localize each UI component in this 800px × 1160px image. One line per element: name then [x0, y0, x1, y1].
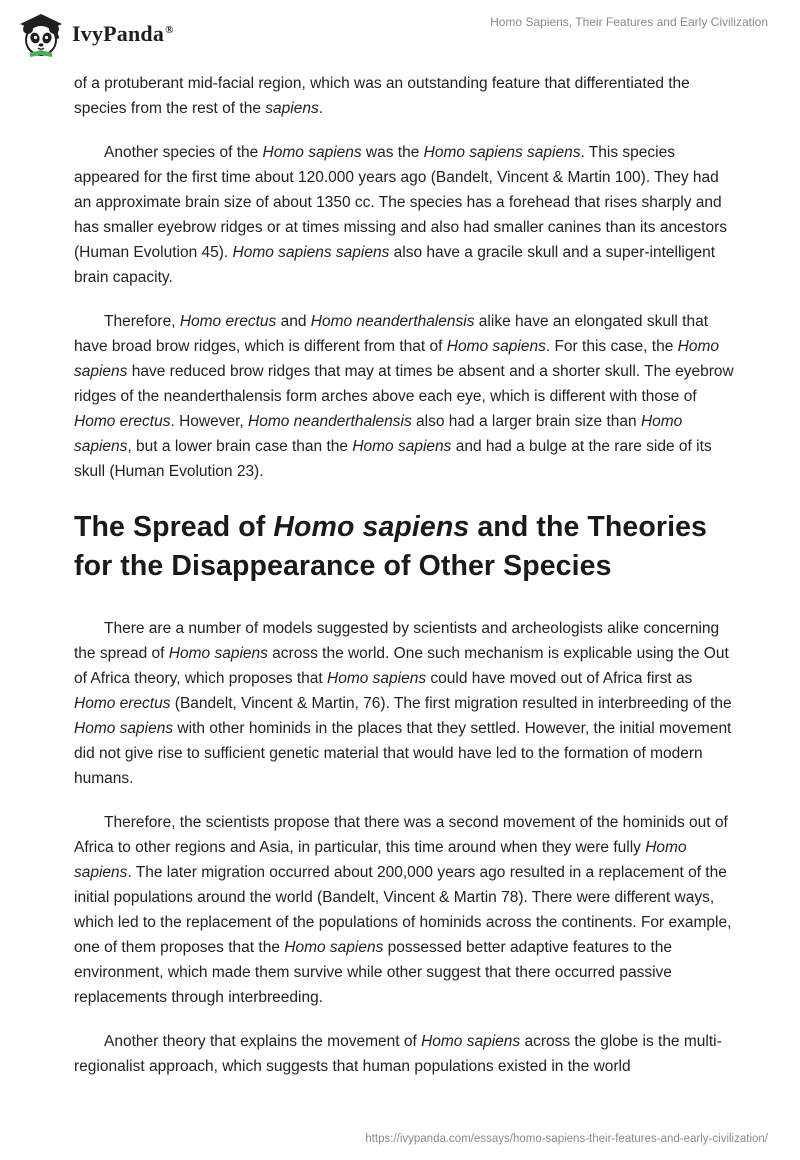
italic-term: Homo sapiens: [262, 144, 362, 161]
italic-term: Homo sapiens: [168, 645, 268, 662]
text-segment: , but a lower brain case than the: [127, 438, 353, 455]
text-segment: (Bandelt, Vincent & Martin, 76). The first migration resulted in interbreeding of the: [170, 695, 732, 712]
text-segment: across the globe is the multi-regionalist approach, which suggests that human populations existed in the world: [74, 1033, 722, 1075]
italic-term: Homo sapiens: [74, 720, 174, 737]
text-segment: and the Theories for the Disappearance of Other Species: [74, 511, 708, 582]
text-segment: also had a larger brain size than: [411, 413, 641, 430]
text-segment: also have a gracile skull and a super-intelligent brain capacity.: [74, 244, 716, 286]
text-segment: Another species of the: [104, 144, 263, 161]
italic-term: Homo erectus: [74, 413, 171, 430]
text-segment: with other hominids in the places that they settled. However, the initial movement did not give rise to sufficient genetic material that would have led to the formation of modern humans.: [74, 720, 732, 787]
logo-wordmark: IvyPanda®: [72, 21, 174, 46]
italic-term: Homo neanderthalensis: [310, 313, 475, 330]
italic-term: Homo sapiens: [74, 413, 683, 455]
text-segment: and: [276, 313, 311, 330]
paragraph: [74, 309, 734, 484]
italic-term: Homo sapiens: [273, 511, 470, 543]
italic-term: Homo sapiens sapiens: [423, 144, 581, 161]
text-segment: . This species appeared for the first time about 120.000 years ago (Bandelt, Vincent & Martin 100). They had an approximate brain size of about 1350 cc. The species has a forehead that rises sharply and has smaller eyebrow ridges or at times missing and also had smaller canines than its ancestors (Human Evolution 45).: [74, 144, 728, 261]
italic-term: Homo neanderthalensis: [248, 413, 412, 430]
italic-term: Homo sapiens: [421, 1033, 521, 1050]
text-segment: . For this case, the: [545, 338, 678, 355]
text-segment: Another theory that explains the movement of: [104, 1033, 422, 1050]
essay-content: [74, 71, 734, 1098]
page-header: [0, 0, 800, 70]
italic-term: Homo sapiens: [446, 338, 546, 355]
text-segment: of a protuberant mid-facial region, which was an outstanding feature that differentiated the species from the rest of the: [74, 75, 690, 117]
text-segment: alike have an elongated skull that have broad brow ridges, which is different from that of: [74, 313, 709, 355]
italic-term: Homo erectus: [74, 695, 171, 712]
text-segment: The Spread of: [74, 511, 274, 543]
document-title: Homo Sapiens, Their Features and Early Civilization: [490, 15, 768, 29]
italic-term: Homo sapiens: [74, 839, 687, 881]
italic-term: Homo sapiens: [284, 939, 384, 956]
paragraph: [74, 810, 734, 1010]
text-segment: . The later migration occurred about 200,000 years ago resulted in a replacement of the initial populations around the world (Bandelt, Vincent & Martin 78). There were different ways, which led to the replacement of the populations of hominids across the continents. For example, one of them proposes that the: [74, 864, 732, 956]
italic-term: Homo sapiens: [327, 670, 427, 687]
italic-term: sapiens: [265, 100, 319, 117]
text-segment: There are a number of models suggested by scientists and archeologists alike concerning the spread of: [74, 620, 720, 662]
section-heading: [74, 508, 734, 586]
ivypanda-logo[interactable]: [16, 10, 174, 58]
registered-mark: ®: [165, 23, 174, 36]
italic-term: Homo sapiens: [352, 438, 452, 455]
italic-term: Homo sapiens: [74, 338, 720, 380]
text-segment: have reduced brow ridges that may at times be absent and a shorter skull. The eyebrow ridges of the neanderthalensis form arches above each eye, which is different with those of: [74, 363, 734, 405]
text-segment: across the world. One such mechanism is explicable using the Out of Africa theory, which proposes that: [74, 645, 729, 687]
text-segment: was the: [361, 144, 424, 161]
text-segment: could have moved out of Africa first as: [426, 670, 693, 687]
text-segment: . However,: [170, 413, 249, 430]
text-segment: possessed better adaptive features to the environment, which made them survive while other suggest that there occurred passive replacements through interbreeding.: [74, 939, 672, 1006]
text-segment: .: [318, 100, 324, 117]
panda-graduate-icon: [16, 10, 66, 58]
paragraph: [74, 140, 734, 290]
paragraph: [74, 71, 734, 121]
source-url[interactable]: https://ivypanda.com/essays/homo-sapiens-their-features-and-early-civilization/: [365, 1133, 768, 1145]
paragraph: [74, 1029, 734, 1079]
text-segment: Therefore, the scientists propose that there was a second movement of the hominids out of Africa to other regions and Asia, in particular, this time around when they were fully: [74, 814, 728, 856]
italic-term: Homo erectus: [179, 313, 277, 330]
text-segment: and had a bulge at the rare side of its skull (Human Evolution 23).: [74, 438, 712, 480]
text-segment: Therefore,: [104, 313, 180, 330]
italic-term: Homo sapiens sapiens: [232, 244, 390, 261]
paragraph: [74, 616, 734, 791]
